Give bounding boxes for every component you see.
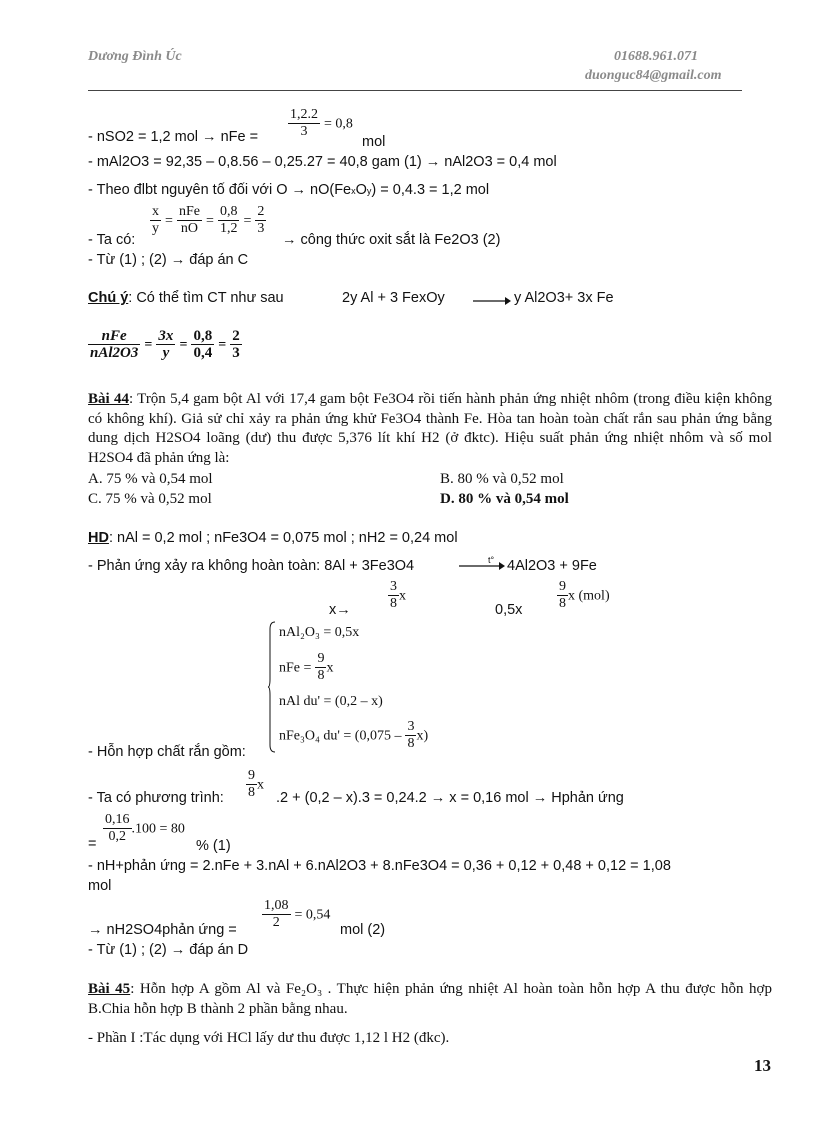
reaction-arrow	[473, 297, 511, 305]
system-line-2: nFe = $\frac{9}{8}$ x	[279, 651, 334, 683]
note-equation-right: y Al2O3+ 3x Fe	[514, 290, 614, 306]
line-nh-mol: mol	[88, 878, 112, 894]
h2so4-mol: mol (2)	[340, 922, 386, 938]
frac-nfe: $\frac{1,2.2}{3}$ = 0,8	[290, 107, 353, 139]
frac-3-8: $\frac{3}{8}$ x	[390, 579, 406, 611]
reaction-line: - Phản ứng xảy ra không hoàn toàn: 8Al + 3Fe3O4	[88, 558, 415, 574]
header-email: duonguc84@gmail.com	[585, 68, 722, 83]
half-x: 0,5x	[495, 602, 523, 618]
frac-yield: $\frac{0,16}{0,2}$ .100 = 80	[105, 812, 185, 844]
equation-body: .2 + (0,2 – x).3 = 0,24.2 → x = 0,16 mol → Hphản ứng	[276, 790, 624, 806]
frac-h2so4: $\frac{1,08}{2}$ = 0,54	[264, 898, 331, 930]
line-tu2: - Từ (1) ; (2) → đáp án D	[88, 942, 249, 958]
frac-9-8: $\frac{9}{8}$ x (mol)	[559, 579, 610, 611]
yield-percent: % (1)	[196, 838, 231, 854]
solid-mixture-label: - Hỗn hợp chất rắn gồm:	[88, 744, 246, 760]
system-line-3: nAl du' = (0,2 – x)	[279, 694, 383, 709]
line-nso2: - nSO2 = 1,2 mol → nFe =	[88, 129, 259, 145]
option-d: D. 80 % và 0,54 mol	[440, 491, 569, 507]
yield-equals: =	[88, 836, 97, 852]
frac-chain: $\frac{x}{y}$ = $\frac{\text{nFe}}{nO}$ = $\frac{0,8}{1,2}$ = $\frac{2}{3}$	[152, 204, 265, 236]
header-rule	[88, 90, 742, 91]
equation-label: - Ta có phương trình:	[88, 790, 224, 806]
temperature-mark: t°	[488, 555, 495, 565]
x-arrow: x→	[329, 602, 351, 618]
problem-44: Bài 44: Trộn 5,4 gam bột Al với 17,4 gam bột Fe3O4 rồi tiến hành phản ứng nhiệt nhôm (trong điều kiện không có không khí). Giả sử chỉ xảy ra phản ứng khử Fe3O4 thành Fe. Hòa tan hoàn toàn chất rắn sau phản ứng bằng dung dịch H2SO4 loãng (dư) thu được 5,376 lít khí H2 (ở đktc). Hiệu suất phản ứng nhiệt nhôm và số mol H2SO4 đã phản ứng là:	[88, 391, 772, 466]
reaction-arrow	[459, 562, 505, 570]
solution-header: HD: nAl = 0,2 mol ; nFe3O4 = 0,075 mol ; nH2 = 0,24 mol	[88, 530, 458, 546]
system-line-4: nFe₃O₄ du' = (0,075 – $\frac{3}{8}$ x)	[279, 719, 429, 751]
line-nh-plus: - nH+phản ứng = 2.nFe + 3.nAl + 6.nAl2O3 + 8.nFe3O4 = 0,36 + 0,12 + 0,48 + 0,12 = 1,08	[88, 858, 671, 874]
line-h2so4: → nH2SO4phản ứng =	[88, 922, 237, 938]
line-mal2o3: - mAl2O3 = 92,35 – 0,8.56 – 0,25.27 = 40,8 gam (1) → nAl2O3 = 0,4 mol	[88, 154, 557, 170]
ratio-equation: $\frac{\text{nFe}}{\text{nAl2O3}}$ = $\frac{3x}{y}$ = $\frac{0,8}{0,4}$ = $\frac{2}{3}$	[90, 328, 240, 361]
header-author: Dương Đình Úc	[88, 49, 182, 64]
note: Chú ý: Có thể tìm CT như sau	[88, 290, 284, 306]
system-line-1: nAl₂O₃ = 0,5x	[279, 625, 360, 640]
problem-45-part1: - Phần I :Tác dụng với HCl lấy dư thu được 1,12 l H2 (đkc).	[88, 1030, 450, 1046]
unit-mol: mol	[362, 134, 386, 150]
page-number: 13	[754, 1056, 771, 1075]
frac-pt: $\frac{9}{8}$ x	[248, 768, 264, 800]
line-tu1: - Từ (1) ; (2) → đáp án C	[88, 252, 249, 268]
note-equation-left: 2y Al + 3 FexOy	[342, 290, 445, 306]
option-a: A. 75 % và 0,54 mol	[88, 471, 213, 487]
option-c: C. 75 % và 0,52 mol	[88, 491, 212, 507]
label-taco: - Ta có:	[88, 232, 136, 248]
system-brace	[268, 621, 276, 753]
header-phone: 01688.961.071	[614, 49, 698, 64]
reaction-products: 4Al2O3 + 9Fe	[507, 558, 597, 574]
problem-45: Bài 45: Hỗn hợp A gồm Al và Fe₂O₃ . Thực hiện phản ứng nhiệt Al hoàn toàn hỗn hợp A thu được hỗn hợp B.Chia hỗn hợp B thành 2 phần bằng nhau.	[88, 981, 772, 1017]
line-dlbt: - Theo đlbt nguyên tố đối với O → nO(FexOy) = 0,4.3 = 1,2 mol	[88, 182, 490, 198]
option-b: B. 80 % và 0,52 mol	[440, 471, 564, 487]
oxide-formula: → công thức oxit sắt là Fe2O3 (2)	[282, 232, 501, 248]
